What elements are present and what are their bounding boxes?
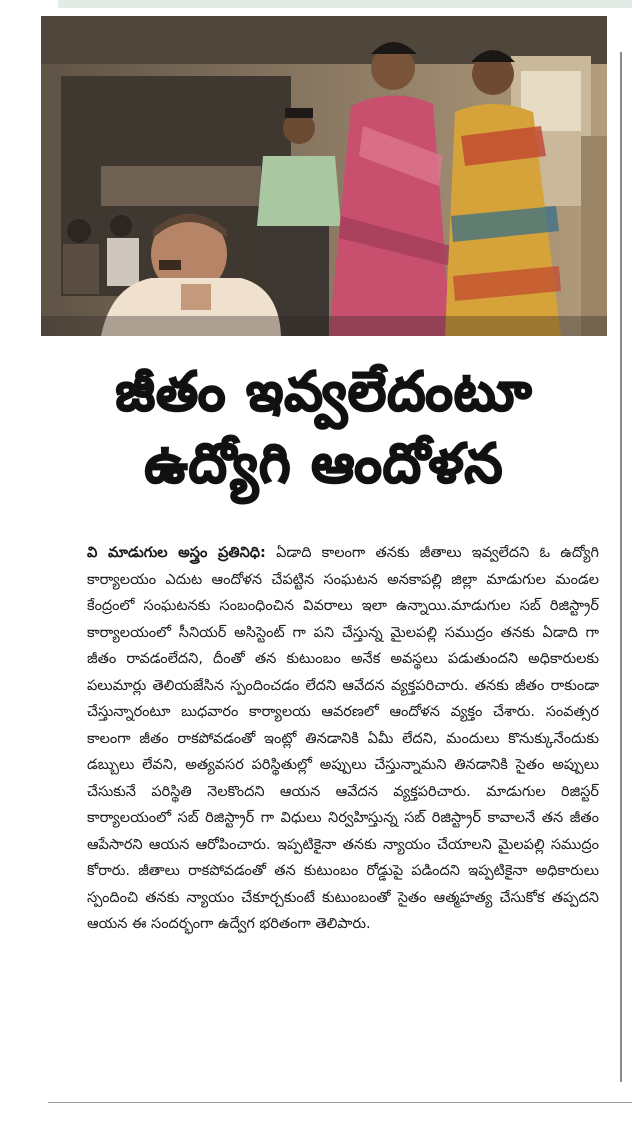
article-body xyxy=(87,540,599,938)
bottom-rule xyxy=(48,1102,632,1103)
headline-line-1: జీతం ఇవ్వలేదంటూ xyxy=(115,360,533,423)
column-rule xyxy=(620,52,622,1082)
top-rule xyxy=(58,0,632,8)
article-dateline: వి మాడుగుల అస్త్రం ప్రతినిధి: xyxy=(87,545,266,561)
news-photo xyxy=(41,16,607,336)
headline xyxy=(41,356,607,500)
article-text: ఏడాది కాలంగా తనకు జీతాలు ఇవ్వలేదని ఓ ఉద్యోగి కార్యాలయం ఎదుట ఆందోళన చేపట్టిన సంఘటన అనకాపల్లి జిల్లా మాడుగుల మండల కేంద్రంలో సంఘటనకు సంబంధించిన వివరాలు ఇలా ఉన్నాయి.మాడుగుల సబ్ రిజిస్ట్రార్ కార్యాలయంలో సీనియర్ అసిస్టెంట్ గా పని చేస్తున్న మైలపల్లి సముద్రం తనకు ఏడాది గా జీతం రావడంలేదని, దీంతో తన కుటుంబం అనేక అవస్థలు పడుతుందని అధికారులకు పలుమార్లు తెలియజేసిన స్పందించడం లేదని ఆవేదన వ్యక్తపరిచారు. తనకు జీతం రాకుండా చేస్తున్నారంటూ బుధవారం కార్యాలయ ఆవరణలో ఆందోళన వ్యక్తం చేశారు. సంవత్సర కాలంగా జీతం రాకపోవడంతో ఇంట్లో తినడానికి ఏమీ లేదని, మందులు కొనుక్కునేందుకు డబ్బులు లేవని, అత్యవసర పరిస్థితుల్లో అప్పులు చేస్తున్నామని తినడానికి సైతం అప్పులు చేసుకునే పరిస్థితి నెలకొందని ఆయన ఆవేదన వ్యక్తపరిచారు. మాడుగుల రిజిస్టర్ కార్యాలయంలో సబ్ రిజిస్ట్రార్ గా విధులు నిర్వహిస్తున్న సబ్ రిజిస్ట్రార్ కావాలనే తన జీతం ఆపేసారని ఆయన ఆరోపించారు. ఇప్పటికైనా తనకు న్యాయం చేయాలని మైలపల్లి సముద్రం కోరారు. జీతాలు రాకపోవడంతో తన కుటుంబం రోడ్డుపై పడిందని ఇప్పటికైనా అధికారులు స్పందించి తనకు న్యాయం చేకూర్చకుంటే కుటుంబంతో సైతం ఆత్మహత్య చేసుకోక తప్పదని ఆయన ఈ సందర్భంగా ఉద్వేగ భరితంగా తెలిపారు. xyxy=(87,545,599,932)
headline-line-2: ఉద్యోగి ఆందోళన xyxy=(144,432,504,495)
